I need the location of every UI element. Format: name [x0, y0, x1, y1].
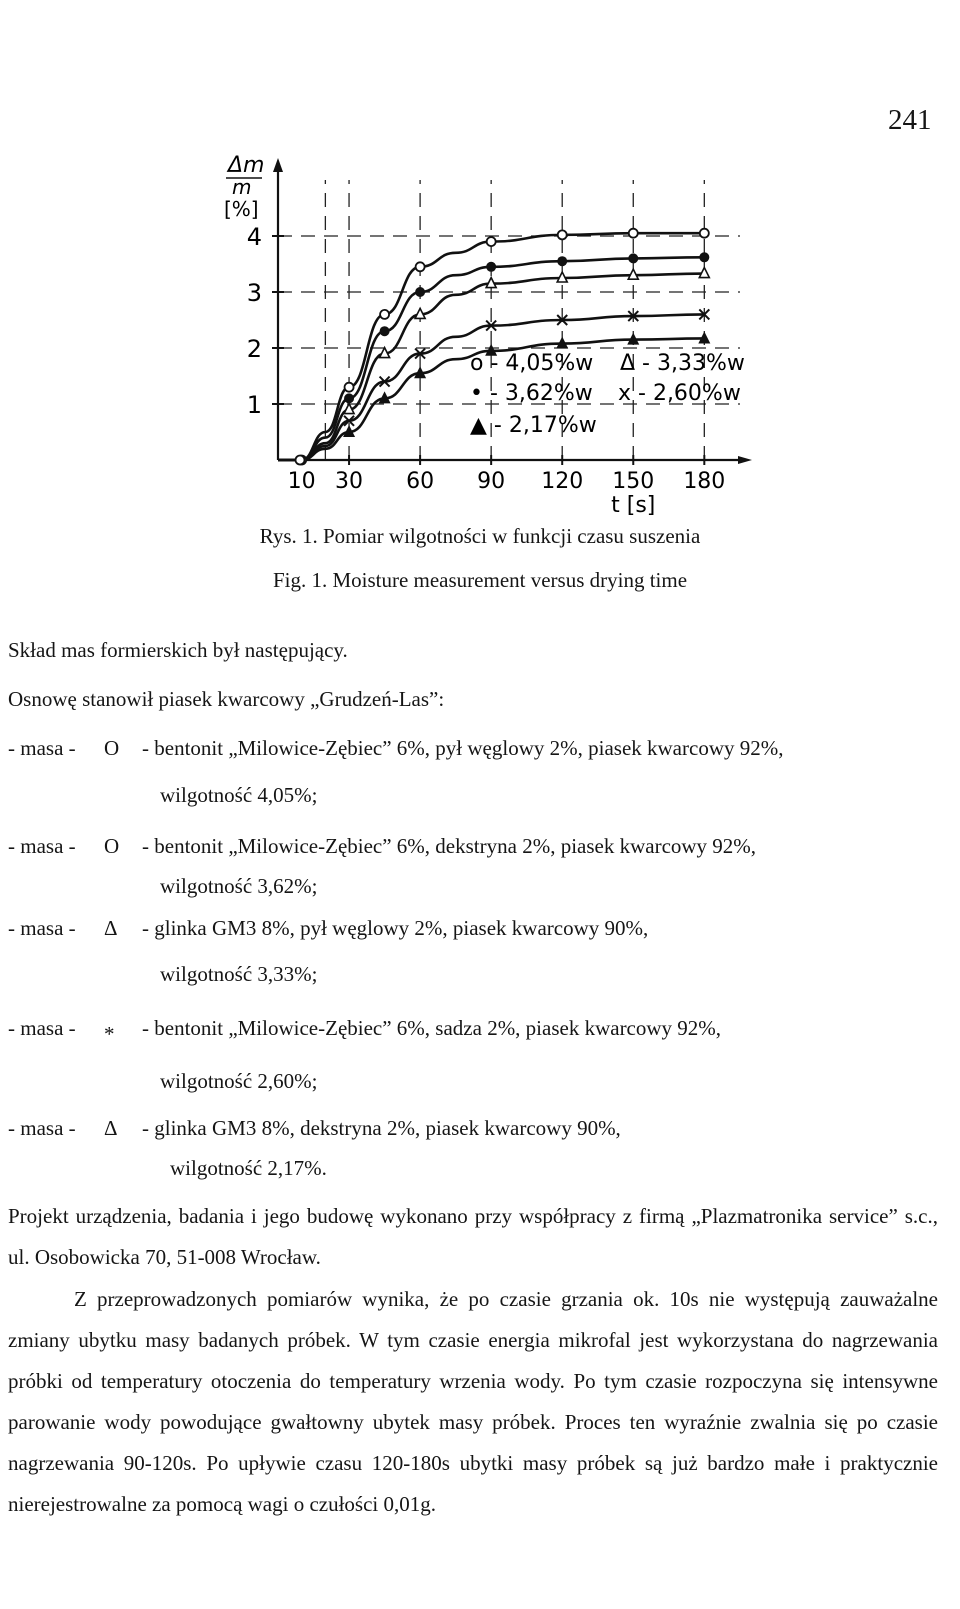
data-point-circle-filled	[415, 287, 425, 297]
item-2-symbol: O	[104, 834, 120, 858]
legend-entry: Δ - 3,33%w	[620, 351, 745, 376]
data-point-circle-filled	[628, 253, 638, 263]
legend-entry: ▲ - 2,17%w	[470, 413, 597, 438]
item-2-line-1: - bentonit „Milowice-Zębiec” 6%, dekstryna 2%, piasek kwarcowy 92%,	[142, 834, 757, 858]
y-tick-label: 1	[246, 391, 262, 419]
item-4-dash: - masa -	[8, 1016, 76, 1040]
x-tick-label: 150	[612, 469, 655, 494]
chart-legend	[470, 351, 745, 438]
item-3-line-2: wilgotność 3,33%;	[160, 962, 318, 986]
legend-entry: o - 4,05%w	[470, 351, 594, 376]
legend-entry: x - 2,60%w	[618, 381, 741, 406]
x-axis-label: t [s]	[611, 493, 656, 518]
item-3-line-1: - glinka GM3 8%, pył węglowy 2%, piasek kwarcowy 90%,	[142, 916, 649, 940]
y-axis-label-line-2: m	[232, 175, 252, 199]
item-4-line-2: wilgotność 2,60%;	[160, 1069, 318, 1093]
project-paragraph: Projekt urządzenia, badania i jego budowę wykonano przy współpracy z firmą „Plazmatronika service” s.c., ul. Osobowicka 70, 51-008 Wrocław.	[8, 1204, 938, 1269]
data-point-circle-open	[629, 229, 638, 238]
figure-caption-pl: Rys. 1. Pomiar wilgotności w funkcji czasu suszenia	[259, 524, 701, 548]
item-1-dash: - masa -	[8, 736, 76, 760]
x-tick-label: 10	[287, 469, 316, 494]
moisture-chart	[0, 0, 960, 520]
data-point-circle-open	[345, 383, 354, 392]
item-5-line-2: wilgotność 2,17%.	[170, 1156, 327, 1180]
results-paragraph: Z przeprowadzonych pomiarów wynika, że po czasie grzania ok. 10s nie występują zauważalne zmiany ubytku masy badanych próbek. W tym czasie energia mikrofal jest wykorzystana do nagrzewania próbki od temperatury otoczenia do temperatury wrzenia wody. Po tym czasie rozpoczyna się intensywne parowanie wody powodujące gwałtowny ubytek masy próbek. Proces ten wyraźnie zwalnia się po czasie nagrzewania 90-120s. Po upływie czasu 120-180s ubytki masy próbek są już bardzo małe i praktycznie nierejestrowalne za pomocą wagi o czułości 0,01g.	[8, 1287, 938, 1516]
item-5-line-1: - glinka GM3 8%, dekstryna 2%, piasek kwarcowy 90%,	[142, 1116, 621, 1140]
y-axis-arrow	[273, 158, 283, 172]
item-3-symbol: Δ	[104, 916, 118, 940]
item-1-symbol: O	[104, 736, 120, 760]
data-point-circle-open	[380, 310, 389, 319]
x-tick-label: 120	[541, 469, 584, 494]
intro-line-2: Osnowę stanowił piasek kwarcowy „Grudzeń-Las”:	[8, 687, 445, 711]
data-point-circle-open	[487, 237, 496, 246]
item-4-symbol: *	[104, 1022, 115, 1046]
item-5-symbol: Δ	[104, 1116, 118, 1140]
item-4-line-1: - bentonit „Milowice-Zębiec” 6%, sadza 2%, piasek kwarcowy 92%,	[142, 1016, 722, 1040]
x-tick-label: 90	[477, 469, 506, 494]
x-tick-label: 60	[406, 469, 435, 494]
item-2-dash: - masa -	[8, 834, 76, 858]
y-tick-label: 4	[246, 223, 262, 251]
figure-caption-en: Fig. 1. Moisture measurement versus drying time	[272, 568, 688, 592]
item-1-line-1: - bentonit „Milowice-Zębiec” 6%, pył węglowy 2%, piasek kwarcowy 92%,	[142, 736, 784, 760]
x-axis-arrow	[738, 456, 752, 464]
item-2-line-2: wilgotność 3,62%;	[160, 874, 318, 898]
data-point-circle-filled	[486, 262, 496, 272]
x-tick-label: 180	[683, 469, 726, 494]
item-1-line-2: wilgotność 4,05%;	[160, 783, 318, 807]
y-tick-label: 3	[246, 279, 262, 307]
data-point-circle-filled	[557, 256, 567, 266]
data-point-circle-filled	[380, 326, 390, 336]
item-3-dash: - masa -	[8, 916, 76, 940]
page-number: 241	[888, 104, 932, 136]
intro-line-1: Skład mas formierskich był następujący.	[8, 638, 348, 662]
y-axis-label-line-3: [%]	[224, 197, 259, 221]
y-axis-label-line-1: Δm	[228, 153, 265, 178]
data-point-circle-open	[700, 229, 709, 238]
y-tick-label: 2	[246, 335, 262, 363]
data-point-circle-open	[558, 230, 567, 239]
legend-entry: • - 3,62%w	[470, 381, 593, 406]
item-5-dash: - masa -	[8, 1116, 76, 1140]
data-point-circle-open	[416, 262, 425, 271]
data-point-circle-filled	[699, 252, 709, 262]
x-tick-label: 30	[335, 469, 364, 494]
data-point-circle-open	[296, 456, 305, 465]
